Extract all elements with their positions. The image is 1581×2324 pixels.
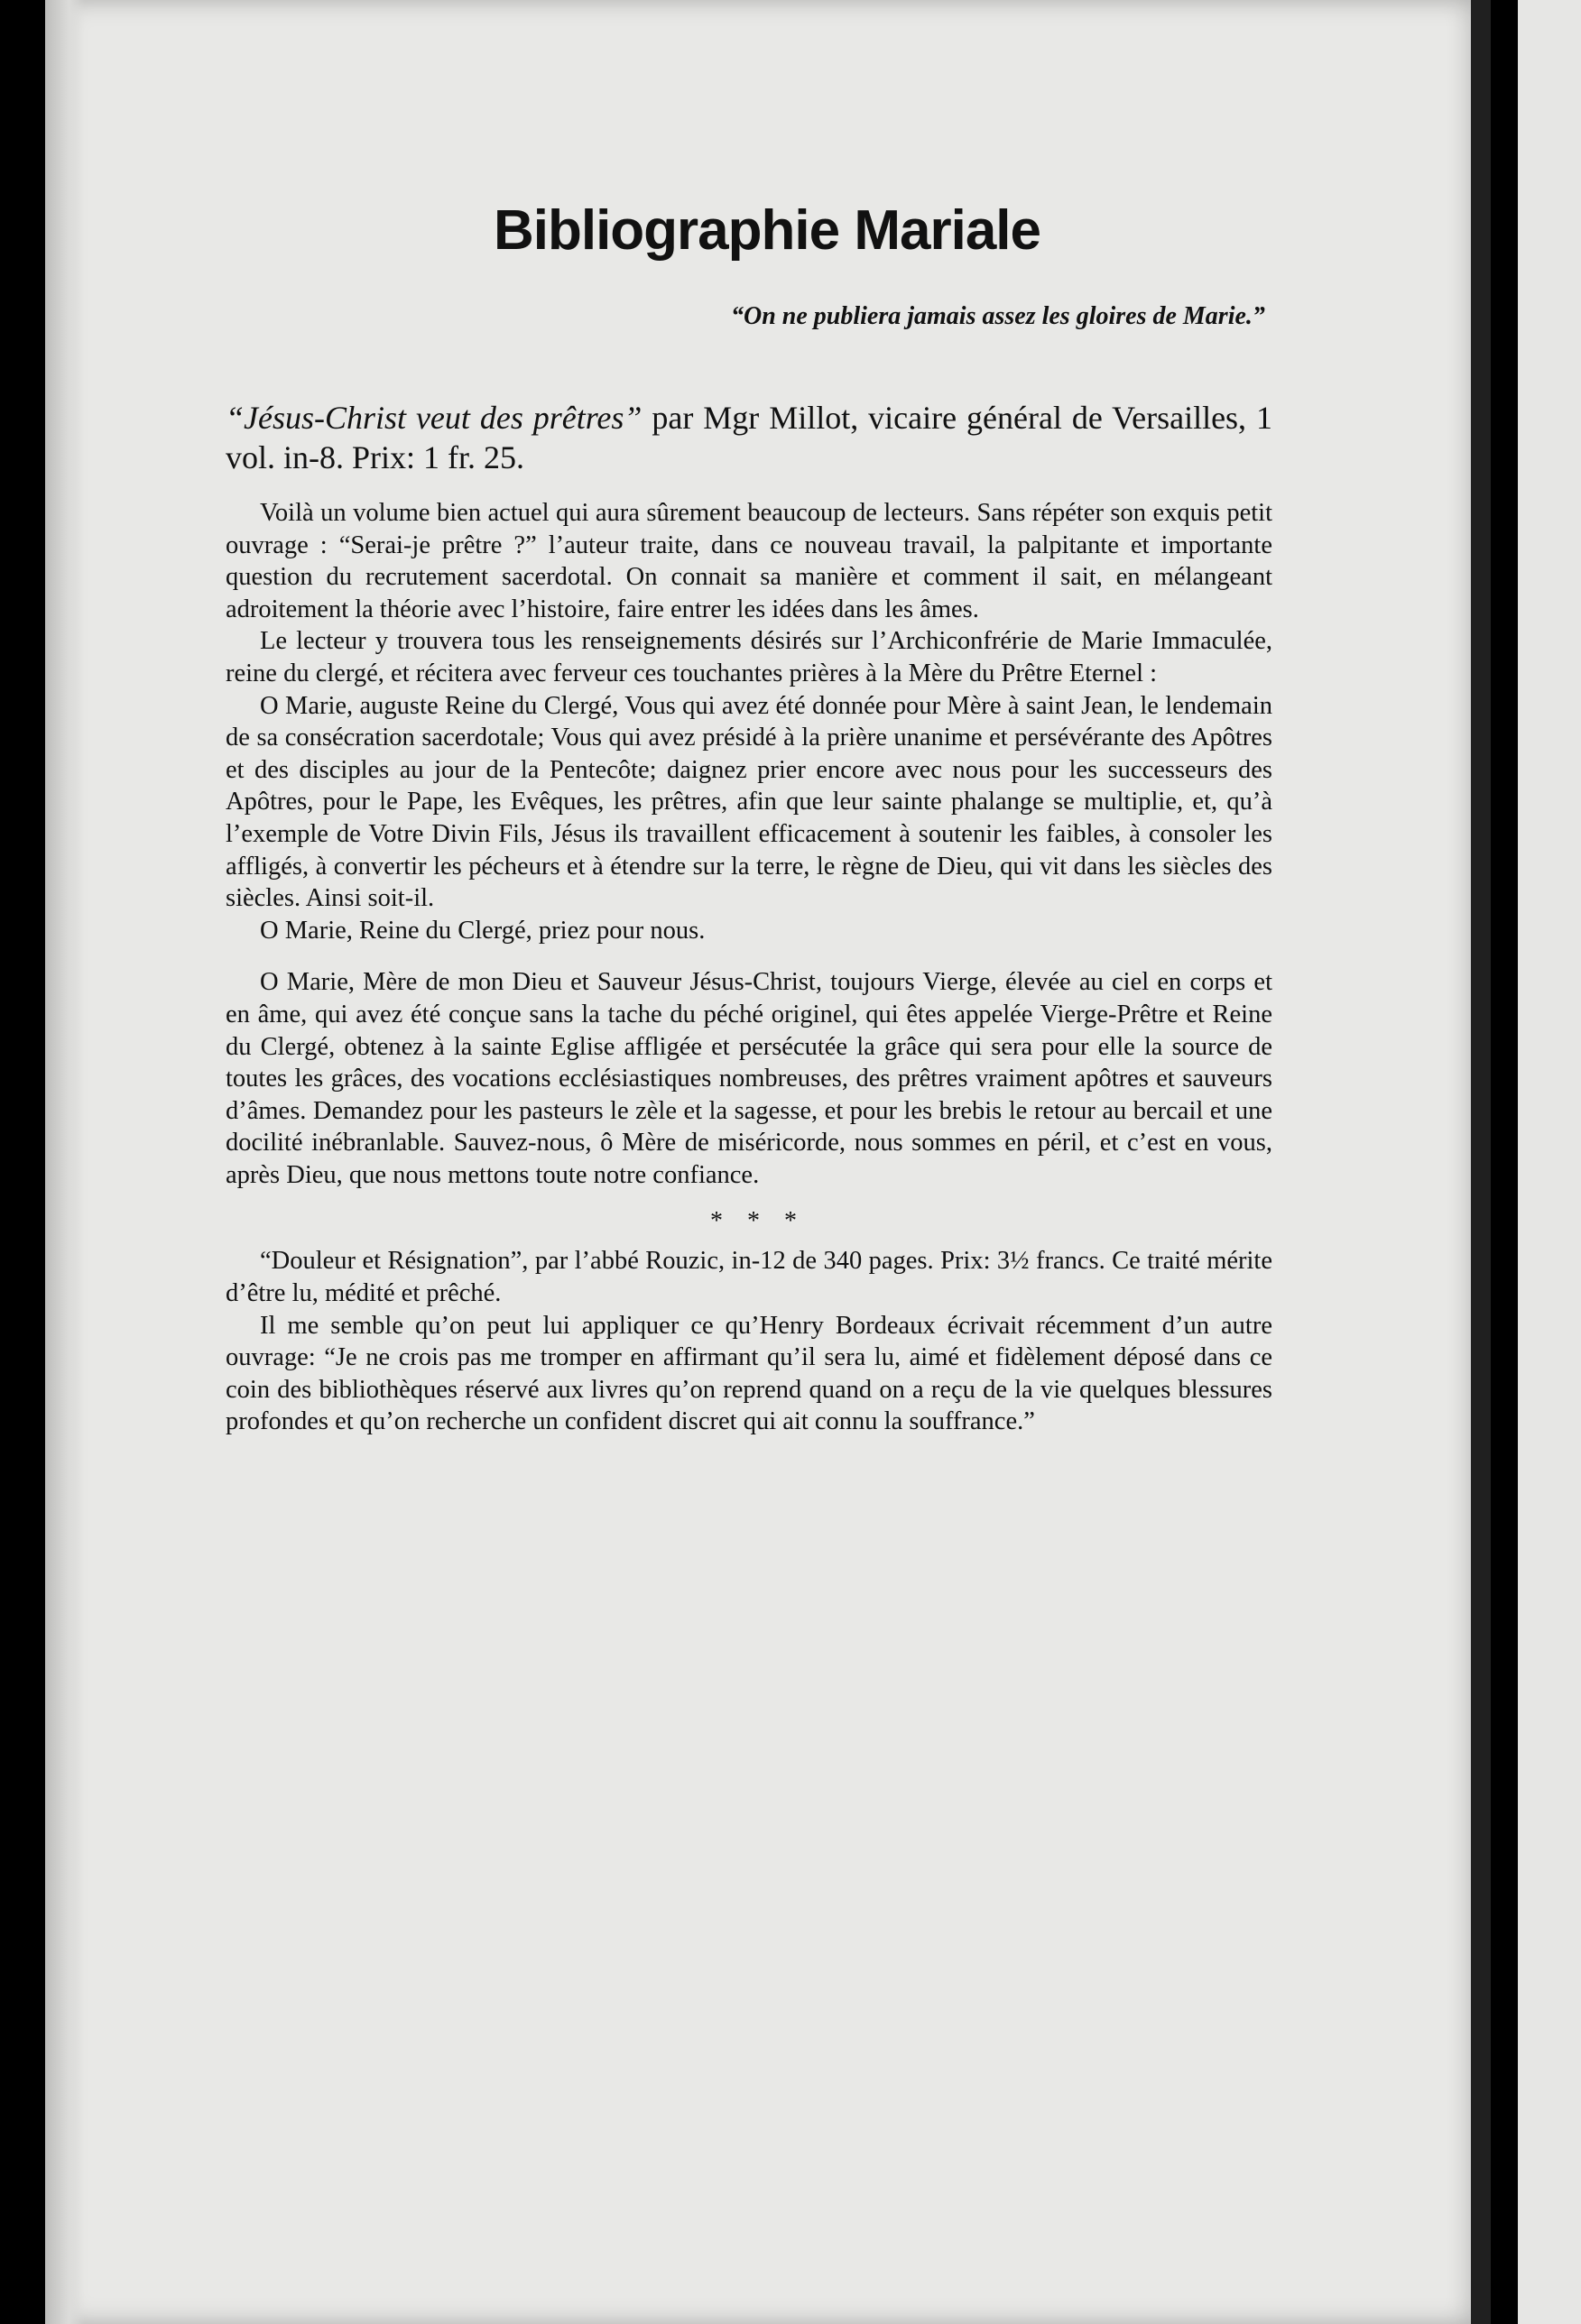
section-separator: * * * bbox=[710, 1207, 806, 1236]
entry1-book-details: par Mgr Millot, vicaire général de Versailles, 1 vol. in-8. Prix: 1 fr. 25. bbox=[226, 400, 1272, 475]
entry1-invocation: O Marie, Reine du Clergé, priez pour nous. bbox=[260, 916, 706, 945]
gutter-shadow bbox=[1471, 0, 1491, 2324]
entry2-paragraph-1: “Douleur et Résignation”, par l’abbé Rouzic, in-12 de 340 pages. Prix: 3½ francs. Ce traité mérite d’être lu, médité et prêché. bbox=[226, 1247, 1272, 1308]
page-stack-edge bbox=[45, 0, 85, 2324]
entry1-heading bbox=[226, 398, 1272, 477]
page-content bbox=[226, 198, 1272, 1438]
entry1-prayer-1: O Marie, auguste Reine du Clergé, Vous qui avez été donnée pour Mère à saint Jean, le lendemain de sa consécration sacerdotale; Vous qui avez présidé à la prière unanime et persévérante des Apôtres et des disciples au jour de la Pentecôte; daignez prier encore avec nous pour les successeurs des Apôtres, pour le Pape, les Evêques, les prêtres, afin que leur sainte phalange se multiplie, et, qu’à l’exemple de Votre Divin Fils, Jésus ils travaillent efficacement à soutenir les faibles, à consoler les affligés, à convertir les pécheurs et à étendre sur la terre, le règne de Dieu, qui vit dans les siècles des siècles. Ainsi soit-il. bbox=[226, 691, 1272, 913]
scan-border-left bbox=[0, 0, 45, 2324]
page-title: Bibliographie Mariale bbox=[493, 199, 1041, 262]
entry1-prayer-2: O Marie, Mère de mon Dieu et Sauveur Jésus-Christ, toujours Vierge, élevée au ciel en corps et en âme, qui avez été conçue sans la tache du péché originel, qui êtes appelée Vierge-Prêtre et Reine du Clergé, obtenez à la sainte Eglise affligée et persécutée la grâce qui sera pour elle la source de toutes les grâces, des vocations ecclésiastiques nombreuses, des prêtres vraiment apôtres et sauveurs d’âmes. Demandez pour les pasteurs le zèle et la sagesse, et pour les brebis le retour au bercail et une docilité inébranlable. Sauvez-nous, ô Mère de miséricorde, nous sommes en péril, et c’est en vous, après Dieu, que nous mettons toute notre confiance. bbox=[226, 968, 1272, 1189]
entry1-paragraph-1: Voilà un volume bien actuel qui aura sûrement beaucoup de lecteurs. Sans répéter son exquis petit ouvrage : “Serai-je prêtre ?” l’auteur traite, dans ce nouveau travail, la palpitante et importante question du recrutement sacerdotal. On connait sa manière et comment il sait, en mélangeant adroitement la théorie avec l’histoire, faire entrer les idées dans les âmes. bbox=[226, 499, 1272, 623]
epigraph: “On ne publiera jamais assez les gloires de Marie.” bbox=[731, 302, 1265, 330]
entry2-paragraph-2: Il me semble qu’on peut lui appliquer ce qu’Henry Bordeaux écrivait récemment d’un autre ouvrage: “Je ne crois pas me tromper en affirmant qu’il sera lu, aimé et fidèlement déposé dans ce coin des bibliothèques réservé aux livres qu’on reprend quand on a reçu de la vie quelques blessures profondes et qu’on recherche un confident discret qui ait connu la souffrance.” bbox=[226, 1311, 1272, 1436]
entry1-book-title: “Jésus-Christ veut des prêtres” bbox=[226, 400, 643, 436]
entry1-paragraph-2: Le lecteur y trouvera tous les renseignements désirés sur l’Archiconfrérie de Marie Immaculée, reine du clergé, et récitera avec ferveur ces touchantes prières à la Mère du Prêtre Eternel : bbox=[226, 627, 1272, 687]
facing-page-edge bbox=[1518, 0, 1581, 2324]
